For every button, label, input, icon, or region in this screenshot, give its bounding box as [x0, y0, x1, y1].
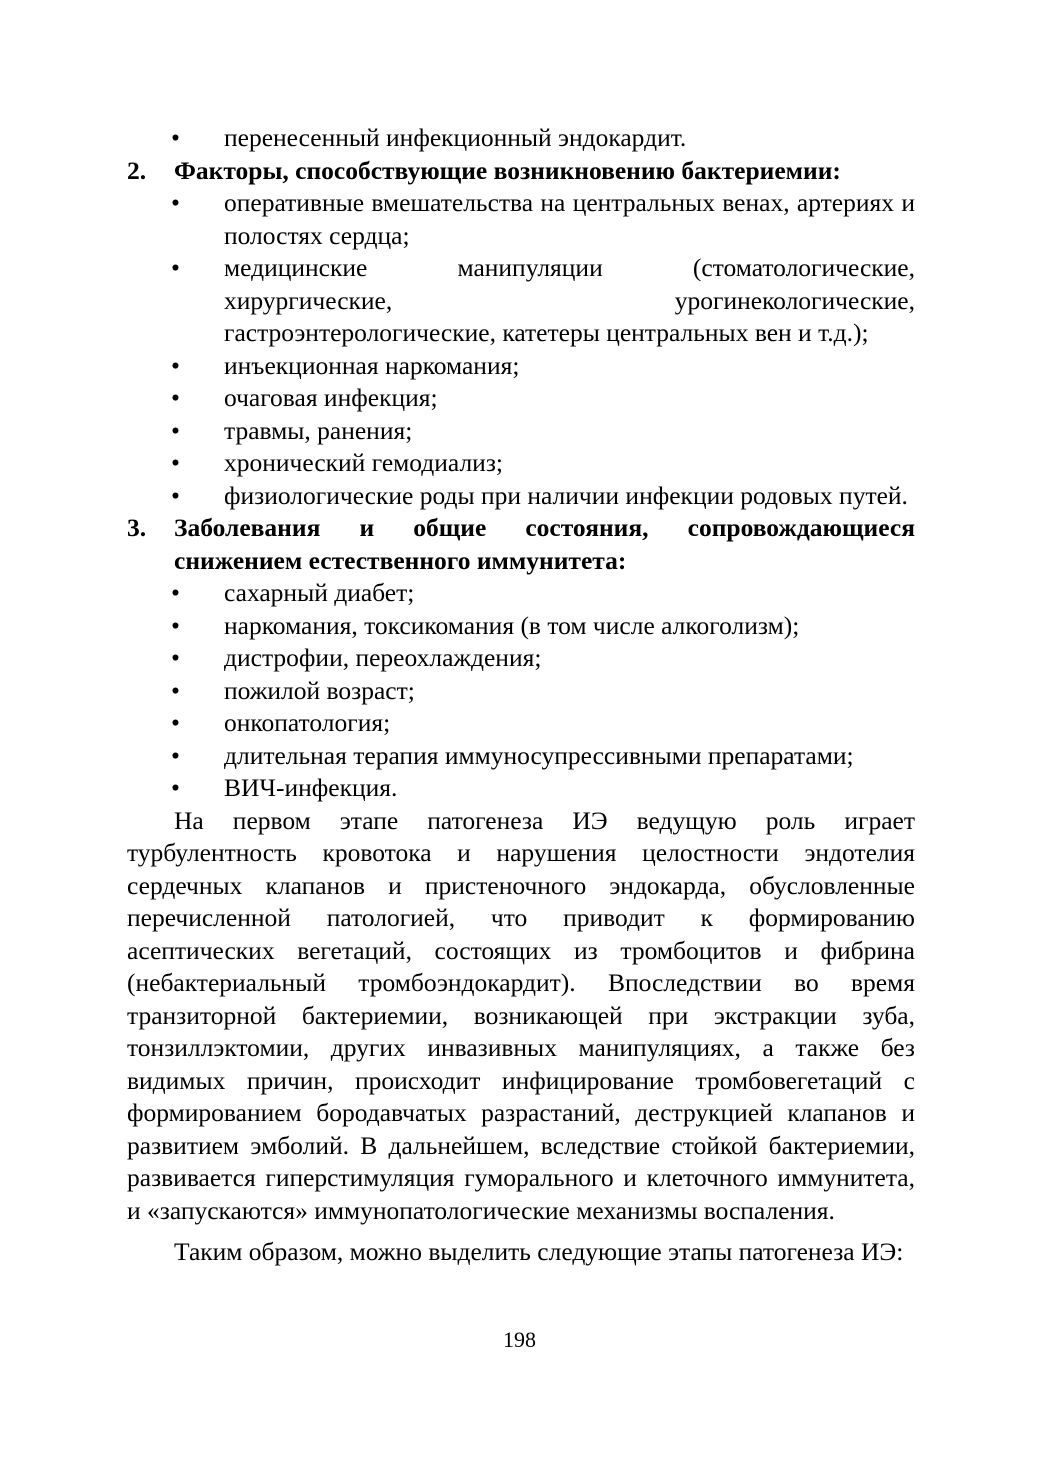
- bullet-icon: •: [171, 578, 180, 607]
- list-item-text: оперативные вмешательства на центральных венах, артериях и полостях сердца;: [224, 188, 915, 250]
- list-item: [127, 740, 915, 773]
- bullet-icon: •: [171, 188, 180, 217]
- section-heading: [127, 512, 915, 577]
- list-item-text: дистрофии, переохлаждения;: [224, 643, 542, 672]
- list-item-text: наркомания, токсикомания (в том числе алкоголизм);: [224, 610, 800, 640]
- list-item-text: медицинские манипуляции (стоматологические, хирургические, урогинекологические, гастроэнтерологические, катетеры центральных вен и т.д.);: [224, 253, 915, 347]
- bullet-icon: •: [171, 415, 180, 445]
- list-item-text: физиологические роды при наличии инфекции родовых путей.: [224, 480, 908, 510]
- list-item-text: инъекционная наркомания;: [224, 350, 520, 380]
- list-item-text: онкопатология;: [224, 708, 391, 737]
- bullet-icon: •: [171, 675, 180, 705]
- list-item-text: травмы, ранения;: [224, 415, 413, 445]
- list-item-text: очаговая инфекция;: [224, 383, 438, 412]
- list-item: [127, 382, 915, 415]
- page-number: 198: [503, 1327, 536, 1352]
- section-number: 3.: [127, 513, 147, 542]
- list-item: [127, 122, 915, 155]
- page-content: [127, 122, 915, 1269]
- body-paragraph: На первом этапе патогенеза ИЭ ведущую роль играет турбулентность кровотока и нарушения целостности эндотелия сердечных клапанов и пристеночного эндокарда, обусловленные перечисленной патологией, что приводит к формированию асептических вегетаций, состоящих из тромбоцитов и фибрина (небактериальный тромбоэндокардит). Впоследствии во время транзиторной бактериемии, возникающей при экстракции зуба, тонзиллэктомии, других инвазивных манипуляциях, а также без видимых причин, происходит инфицирование тромбовегетаций с формированием бородавчатых разрастаний, деструкцией клапанов и развитием эмболий. В дальнейшем, вследствие стойкой бактериемии, развивается гиперстимуляция гуморального и клеточного иммунитета, и «запускаются» иммунопатологические механизмы воспаления.: [127, 805, 915, 1225]
- section-number: 2.: [127, 155, 147, 185]
- list-item: [127, 675, 915, 708]
- bullet-icon: •: [171, 480, 180, 510]
- list-item: [127, 480, 915, 513]
- bullet-icon: •: [171, 773, 180, 802]
- list-item: [127, 577, 915, 610]
- list-item: [127, 447, 915, 480]
- bullet-icon: •: [171, 350, 180, 380]
- list-item-text: хронический гемодиализ;: [224, 448, 503, 477]
- bullet-icon: •: [171, 383, 180, 412]
- list-item: [127, 187, 915, 252]
- bullet-icon: •: [171, 740, 180, 770]
- list-item-text: ВИЧ-инфекция.: [224, 773, 398, 802]
- list-item: [127, 772, 915, 805]
- bullet-icon: •: [171, 610, 180, 640]
- section-heading-text: Факторы, способствующие возникновению бактериемии:: [174, 155, 841, 185]
- list-item: [127, 350, 915, 383]
- body-paragraph: Таким образом, можно выделить следующие этапы патогенеза ИЭ:: [174, 1237, 904, 1266]
- list-item: [127, 415, 915, 448]
- list-item-text: пожилой возраст;: [224, 675, 415, 705]
- bullet-icon: •: [171, 123, 180, 152]
- bullet-icon: •: [171, 643, 180, 672]
- list-item: [127, 252, 915, 350]
- list-item: [127, 707, 915, 740]
- list-item: [127, 610, 915, 643]
- bullet-icon: •: [171, 253, 180, 282]
- list-item: [127, 642, 915, 675]
- section-heading: [127, 155, 915, 188]
- list-item-text: длительная терапия иммуносупрессивными препаратами;: [224, 740, 854, 770]
- bullet-icon: •: [171, 448, 180, 477]
- list-item-text: перенесенный инфекционный эндокардит.: [224, 123, 687, 152]
- section-heading-text: Заболевания и общие состояния, сопровождающиеся снижением естественного иммунитета:: [174, 513, 915, 575]
- bullet-icon: •: [171, 708, 180, 737]
- list-item-text: сахарный диабет;: [224, 578, 415, 607]
